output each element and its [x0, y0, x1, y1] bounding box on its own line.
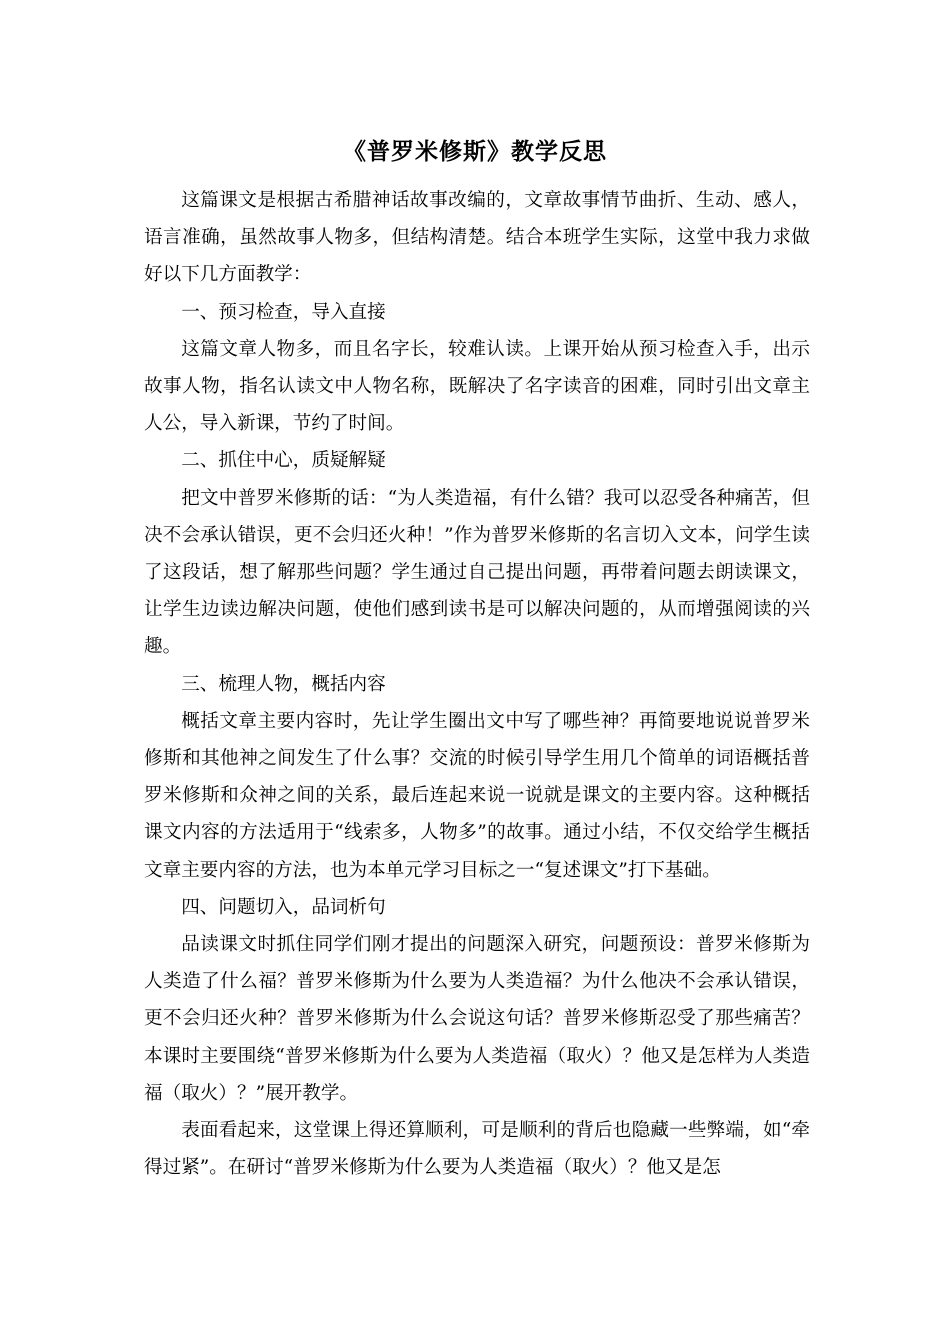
document-title: 《普罗米修斯》教学反思 [343, 138, 607, 165]
section-heading-3: 三、梳理人物，概括内容 [181, 673, 386, 695]
paragraph: 这篇文章人物多，而且名字长，较难认读。上课开始从预习检查入手，出示故事人物，指名认读文中人物名称，既解决了名字读音的困难，同时引出文章主人公，导入新课，节约了时间。 [144, 338, 810, 435]
document-body [144, 182, 810, 1186]
section-heading-2: 二、抓住中心，质疑解疑 [181, 450, 386, 472]
paragraph: 把文中普罗米修斯的话：“为人类造福，有什么错？我可以忍受各种痛苦，但决不会承认错误，更不会归还火种！”作为普罗米修斯的名言切入文本，问学生读了这段话，想了解那些问题？学生通过自己提出问题，再带着问题去朗读课文，让学生边读边解决问题，使他们感到读书是可以解决问题的，从而增强阅读的兴趣。 [144, 487, 810, 658]
section-heading-1: 一、预习检查，导入直接 [181, 301, 386, 323]
paragraph: 表面看起来，这堂课上得还算顺利，可是顺利的背后也隐藏一些弊端，如“牵得过紧”。在研讨“普罗米修斯为什么要为人类造福（取火）？他又是怎 [144, 1120, 810, 1179]
section-heading-4: 四、问题切入，品词析句 [181, 896, 386, 918]
paragraph-intro: 这篇课文是根据古希腊神话故事改编的，文章故事情节曲折、生动、感人，语言准确，虽然故事人物多，但结构清楚。结合本班学生实际，这堂中我力求做好以下几方面教学： [144, 190, 810, 286]
paragraph: 概括文章主要内容时，先让学生圈出文中写了哪些神？再简要地说说普罗米修斯和其他神之间发生了什么事？交流的时候引导学生用几个简单的词语概括普罗米修斯和众神之间的关系，最后连起来说一说就是课文的主要内容。这种概括课文内容的方法适用于“线索多，人物多”的故事。通过小结，不仅交给学生概括文章主要内容的方法，也为本单元学习目标之一“复述课文”打下基础。 [144, 710, 810, 881]
paragraph: 品读课文时抓住同学们刚才提出的问题深入研究，问题预设：普罗米修斯为人类造了什么福？普罗米修斯为什么要为人类造福？为什么他决不会承认错误，更不会归还火种？普罗米修斯为什么会说这句话？普罗米修斯忍受了那些痛苦？本课时主要围绕“普罗米修斯为什么要为人类造福（取火）？他又是怎样为人类造福（取火）？”展开教学。 [144, 934, 810, 1104]
